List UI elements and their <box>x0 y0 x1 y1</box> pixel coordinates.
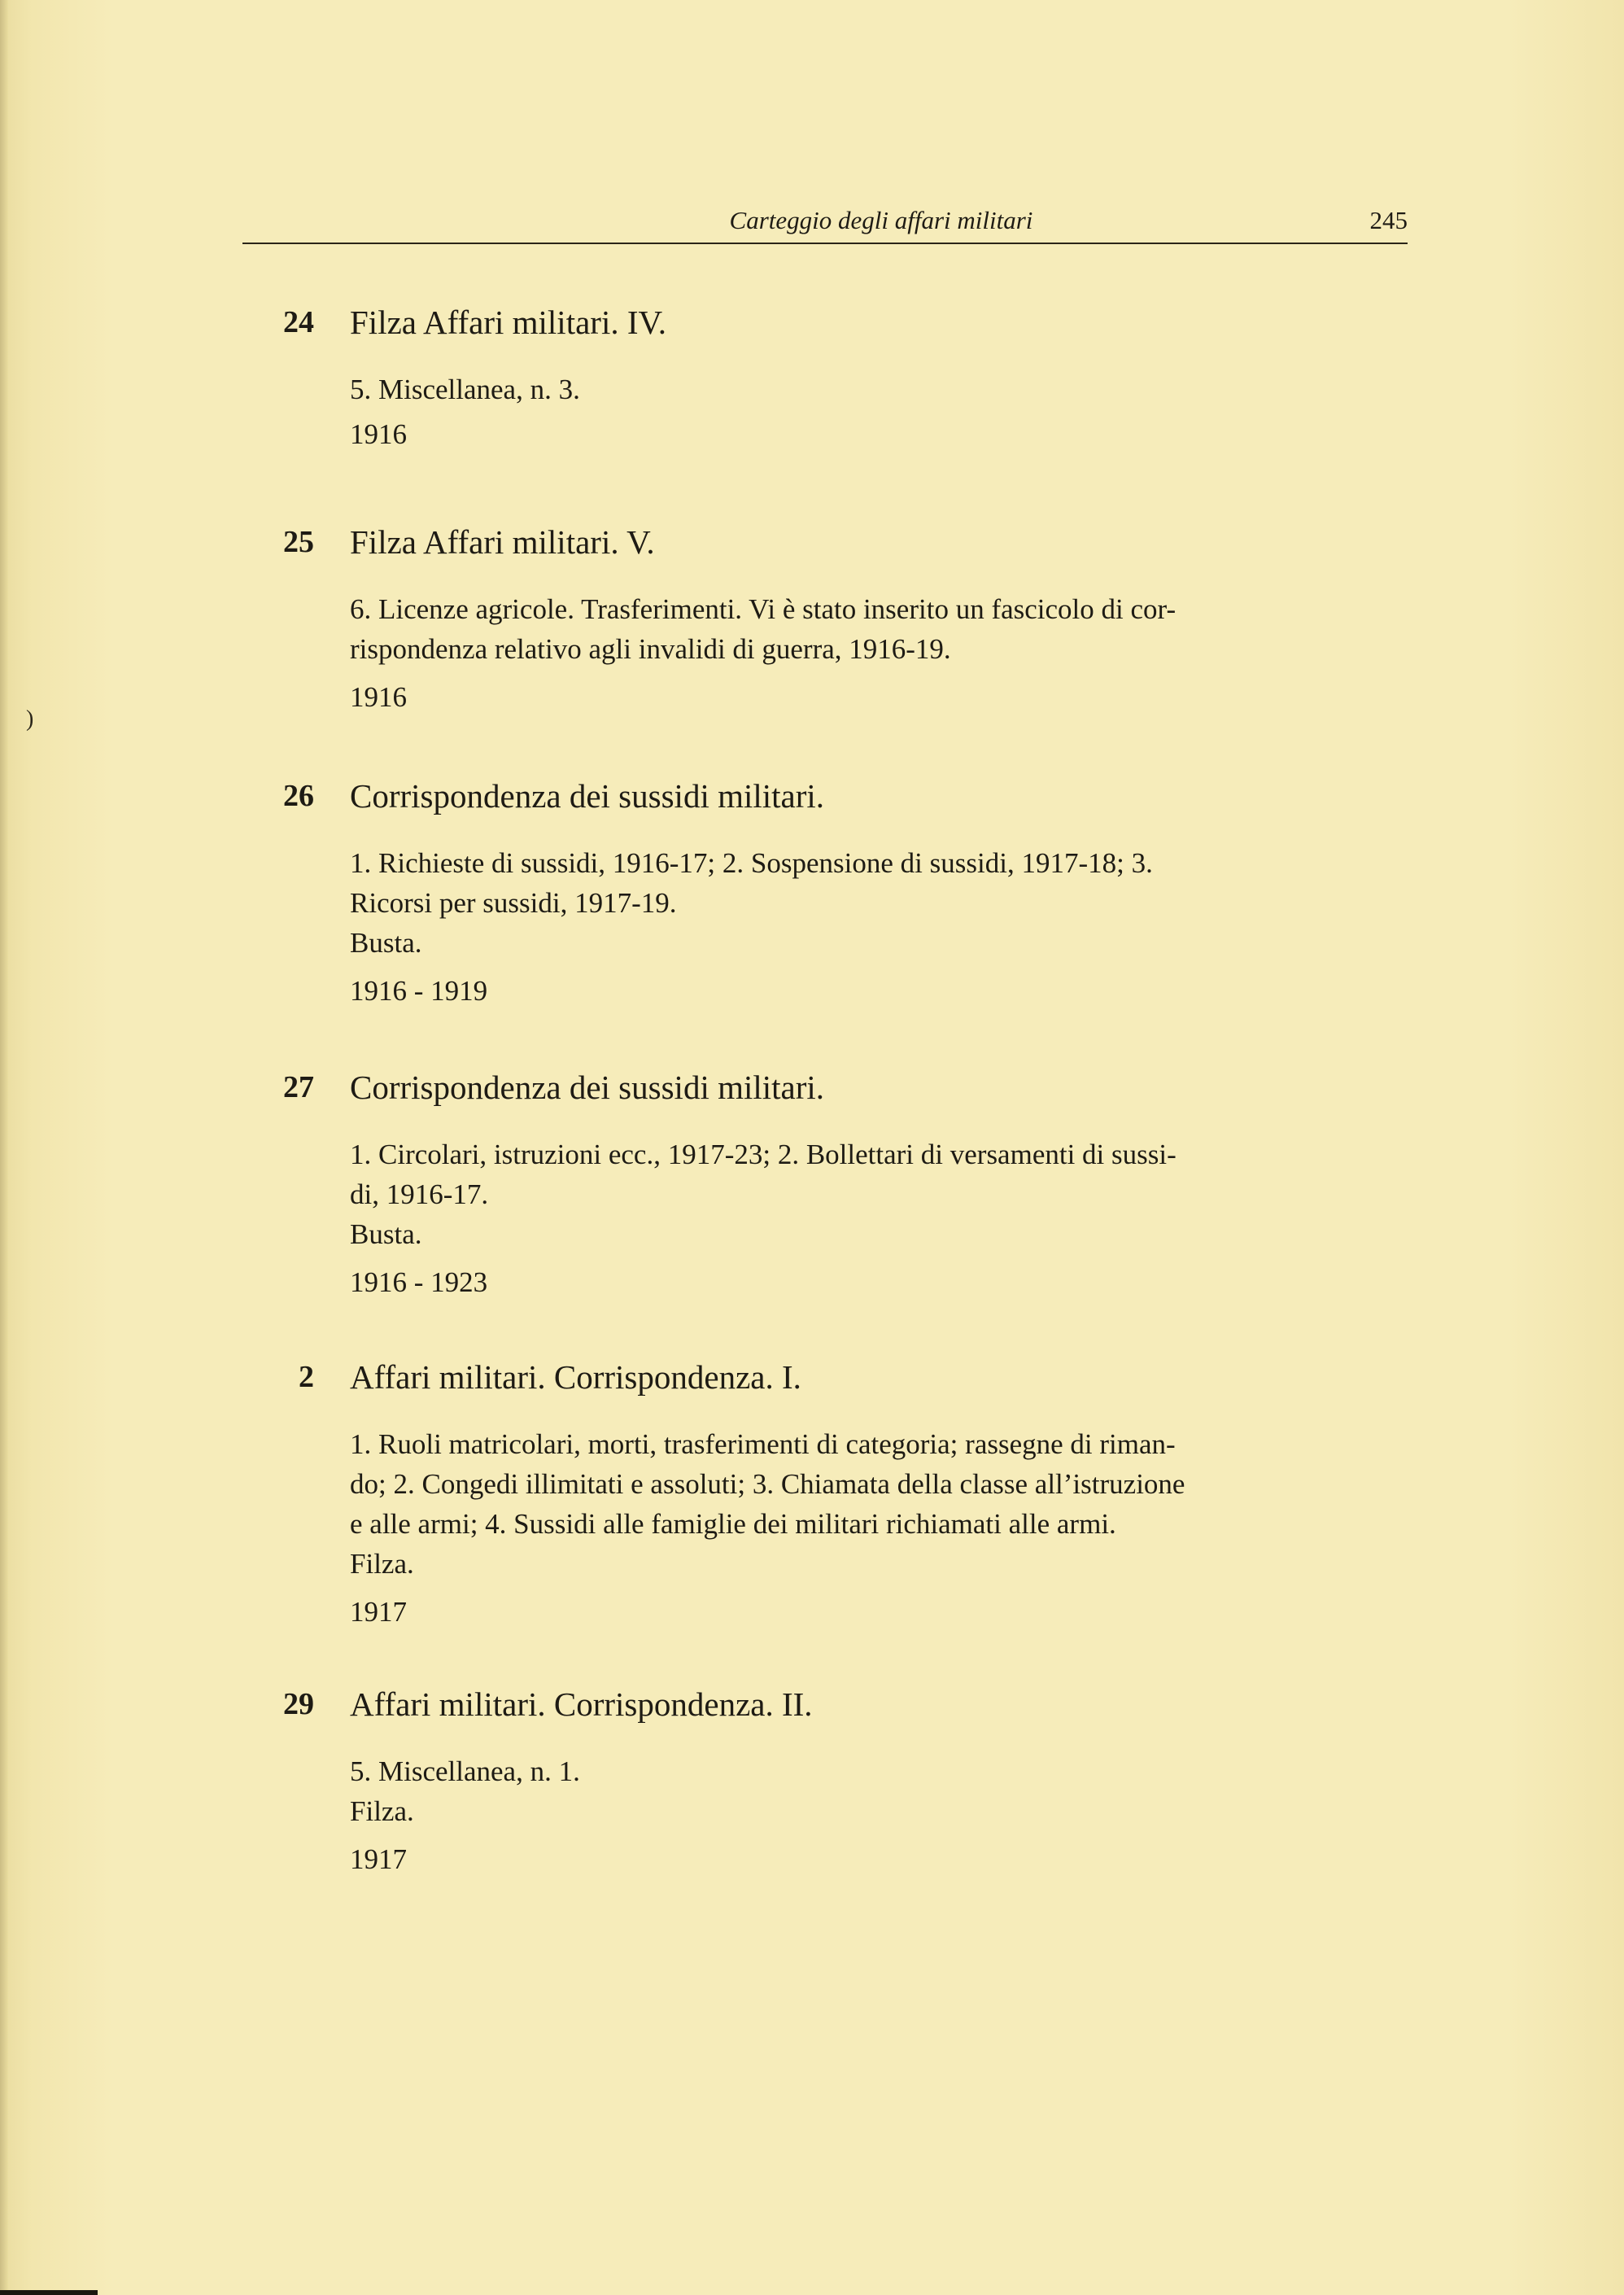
entry-body <box>350 1751 1408 1879</box>
entry-line: 5. Miscellanea, n. 1. <box>350 1755 580 1787</box>
entry-number: 27 <box>283 1070 314 1104</box>
page-edge-mark <box>0 2290 98 2295</box>
entry-title: Affari militari. Corrispondenza. II. <box>350 1685 813 1723</box>
entry-body <box>350 843 1408 1011</box>
entry-number: 26 <box>283 779 314 813</box>
running-title: Carteggio degli affari militari <box>729 206 1033 234</box>
entry-date: 1916 - 1923 <box>350 1266 488 1298</box>
entry-date: 1916 <box>350 418 407 450</box>
entry-number: 2 <box>299 1360 314 1394</box>
entry-title: Filza Affari militari. IV. <box>350 304 667 341</box>
entry-date: 1916 <box>350 681 407 713</box>
entry-line: Busta. <box>350 1218 422 1250</box>
entry-line: 6. Licenze agricole. Trasferimenti. Vi è stato inserito un fascicolo di cor- <box>350 593 1177 625</box>
entry-line: 5. Miscellanea, n. 3. <box>350 374 580 405</box>
entry-body <box>350 589 1408 717</box>
margin-mark: ) <box>26 706 34 732</box>
entry-line: Ricorsi per sussidi, 1917-19. <box>350 887 677 919</box>
entry-line: 1. Richieste di sussidi, 1916-17; 2. Sospensione di sussidi, 1917-18; 3. <box>350 847 1153 879</box>
entry-body <box>350 1424 1408 1632</box>
entry-body <box>350 369 1408 454</box>
running-header <box>242 202 1408 244</box>
entry-line: rispondenza relativo agli invalidi di guerra, 1916-19. <box>350 633 951 665</box>
entry-date: 1917 <box>350 1596 407 1628</box>
entry-title: Affari militari. Corrispondenza. I. <box>350 1358 801 1396</box>
entry-title: Filza Affari militari. V. <box>350 523 655 561</box>
entry-number: 24 <box>283 305 314 339</box>
entry-line: 1. Circolari, istruzioni ecc., 1917-23; 2. Bollettari di versamenti di sussi- <box>350 1139 1177 1170</box>
book-spine-shadow <box>0 0 8 2295</box>
entry-body <box>350 1134 1408 1302</box>
entry-title: Corrispondenza dei sussidi militari. <box>350 1069 825 1106</box>
entry-line: do; 2. Congedi illimitati e assoluti; 3. Chiamata della classe all’istruzione <box>350 1468 1185 1500</box>
entry-line: 1. Ruoli matricolari, morti, trasferimenti di categoria; rassegne di riman- <box>350 1428 1176 1460</box>
entry-line: Filza. <box>350 1795 414 1827</box>
entry-number: 29 <box>283 1687 314 1721</box>
entry-title: Corrispondenza dei sussidi militari. <box>350 777 825 815</box>
entry-line: e alle armi; 4. Sussidi alle famiglie dei militari richiamati alle armi. <box>350 1508 1116 1540</box>
entry-date: 1917 <box>350 1843 407 1875</box>
entry-line: Busta. <box>350 927 422 959</box>
entry-number: 25 <box>283 525 314 559</box>
entry-date: 1916 - 1919 <box>350 975 488 1007</box>
entry-line: Filza. <box>350 1548 414 1580</box>
page-number: 245 <box>1369 206 1408 234</box>
entry-line: di, 1916-17. <box>350 1178 489 1210</box>
